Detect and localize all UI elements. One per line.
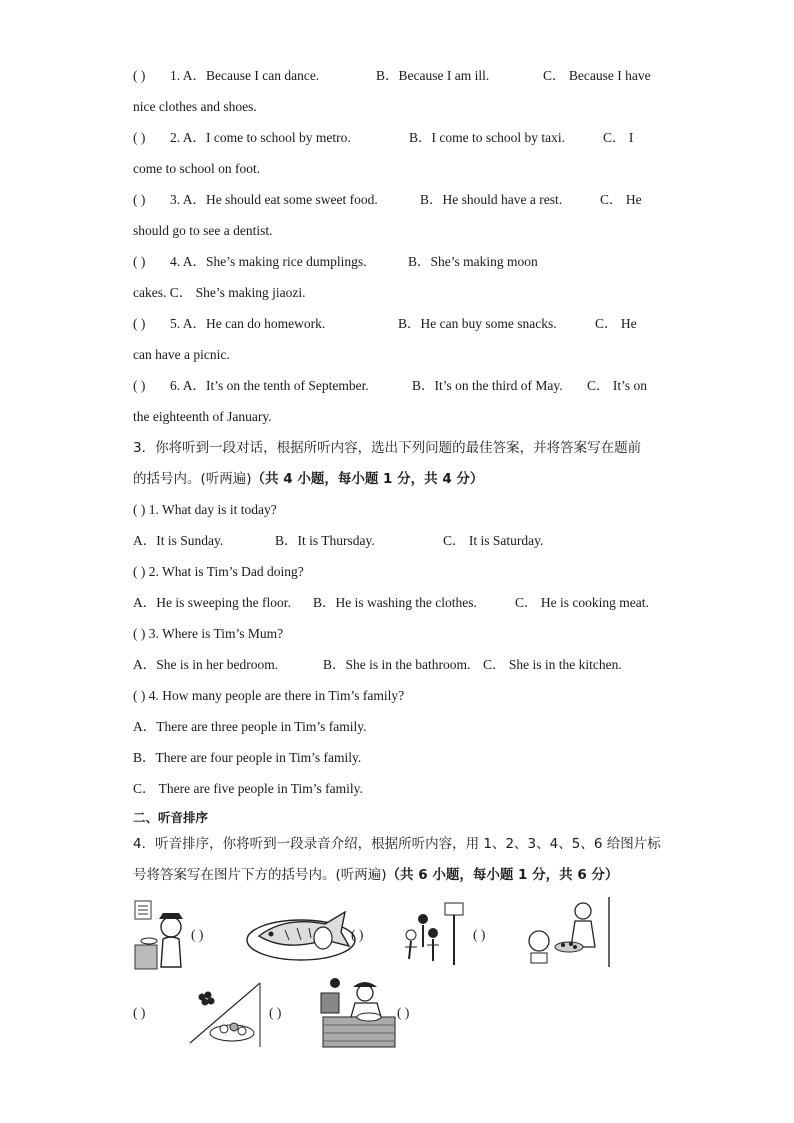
option-c: C． There are five people in Tim’s family.: [133, 781, 363, 796]
option-a: A．There are three people in Tim’s family.: [133, 719, 367, 734]
option-a: A．It is Sunday.: [133, 533, 224, 548]
question-row: [133, 124, 663, 155]
answer-paren: ( ): [133, 1005, 146, 1020]
option-c: C． It’s on: [587, 378, 648, 393]
answer-paren: ( ): [133, 192, 146, 207]
worksheet-page: [133, 62, 663, 1020]
option-b: B．It is Thursday.: [275, 533, 375, 548]
option-c: C． She is in the kitchen.: [483, 657, 622, 672]
answer-paren: ( ): [133, 254, 146, 269]
question-wrap: the eighteenth of January.: [133, 409, 272, 424]
answer-paren: ( ): [269, 1005, 282, 1020]
fruit-plate-icon: [188, 981, 263, 1051]
question-row: [133, 310, 663, 341]
children-playing-icon: [403, 899, 465, 969]
option-a: 4. A．She’s making rice dumplings.: [170, 254, 367, 269]
option-a: 2. A．I come to school by metro.: [170, 130, 351, 145]
question-wrap: nice clothes and shoes.: [133, 99, 257, 114]
option-b: B．She’s making moon: [408, 254, 538, 269]
question-row: [133, 62, 663, 93]
answer-paren: ( ): [473, 927, 486, 942]
question-row: [133, 186, 663, 217]
answer-paren: ( ): [351, 927, 364, 942]
question-wrap: should go to see a dentist.: [133, 223, 273, 238]
option-b: B．She is in the bathroom.: [323, 657, 471, 672]
boy-eating-icon: [133, 897, 185, 971]
option-c: C． He: [600, 192, 642, 207]
option-b: B．I come to school by taxi.: [409, 130, 565, 145]
answer-paren: ( ): [133, 316, 146, 331]
instruction-text: 的括号内。(听两遍): [133, 471, 252, 487]
answer-paren: ( ): [133, 130, 146, 145]
section2-instruction-cont: [133, 861, 663, 892]
option-a: 3. A．He should eat some sweet food.: [170, 192, 378, 207]
option-a: A．She is in her bedroom.: [133, 657, 279, 672]
question-stem: ( ) 3. Where is Tim’s Mum?: [133, 626, 284, 641]
answer-paren: ( ): [191, 927, 204, 942]
part3-instruction: 3．你将听到一段对话，根据所听内容，选出下列问题的最佳答案，并将答案写在题前: [133, 440, 642, 456]
score-note: （共 6 小题，每小题 1 分，共 6 分）: [386, 867, 619, 883]
fish-plate-icon: [245, 902, 357, 962]
answer-paren: ( ): [133, 378, 146, 393]
option-a: 6. A．It’s on the tenth of September.: [170, 378, 369, 393]
option-c: C． He is cooking meat.: [515, 595, 649, 610]
question-row: [133, 248, 663, 279]
options-row: [133, 589, 663, 620]
answer-paren: ( ): [133, 68, 146, 83]
option-a: 5. A．He can do homework.: [170, 316, 326, 331]
option-a: A．He is sweeping the floor.: [133, 595, 291, 610]
question-stem: ( ) 2. What is Tim’s Dad doing?: [133, 564, 304, 579]
question-wrap: can have a picnic.: [133, 347, 230, 362]
option-a: 1. A．Because I can dance.: [170, 68, 320, 83]
instruction-text: 号将答案写在图片下方的括号内。(听两遍): [133, 867, 387, 883]
option-b: B．Because I am ill.: [376, 68, 490, 83]
question-stem: ( ) 4. How many people are there in Tim’s family?: [133, 688, 405, 703]
score-note: （共 4 小题，每小题 1 分，共 4 分）: [251, 471, 484, 487]
part2-questions: [133, 62, 663, 434]
option-b: B．He can buy some snacks.: [398, 316, 557, 331]
answer-paren: ( ): [397, 1005, 410, 1020]
question-wrap: cakes. C． She’s making jiaozi.: [133, 285, 306, 300]
options-row: [133, 651, 663, 682]
option-c: C． I: [603, 130, 634, 145]
option-b: B．He should have a rest.: [420, 192, 563, 207]
question-row: [133, 372, 663, 403]
option-b: B．It’s on the third of May.: [412, 378, 563, 393]
options-row: [133, 527, 663, 558]
section-title: 二、听音排序: [133, 810, 209, 825]
option-c: C． Because I have: [543, 68, 651, 83]
girl-at-table-icon: [319, 977, 399, 1051]
question-wrap: come to school on foot.: [133, 161, 261, 176]
picture-area: [133, 897, 663, 1057]
man-cooking-icon: [525, 897, 613, 969]
section2-instruction: 4．听音排序，你将听到一段录音介绍，根据所听内容，用 1、2、3、4、5、6 给图片标: [133, 836, 661, 852]
option-c: C． He: [595, 316, 637, 331]
option-c: C． It is Saturday.: [443, 533, 544, 548]
part3-instruction-cont: [133, 465, 663, 496]
option-b: B．There are four people in Tim’s family.: [133, 750, 362, 765]
question-stem: ( ) 1. What day is it today?: [133, 502, 277, 517]
option-b: B．He is washing the clothes.: [313, 595, 477, 610]
